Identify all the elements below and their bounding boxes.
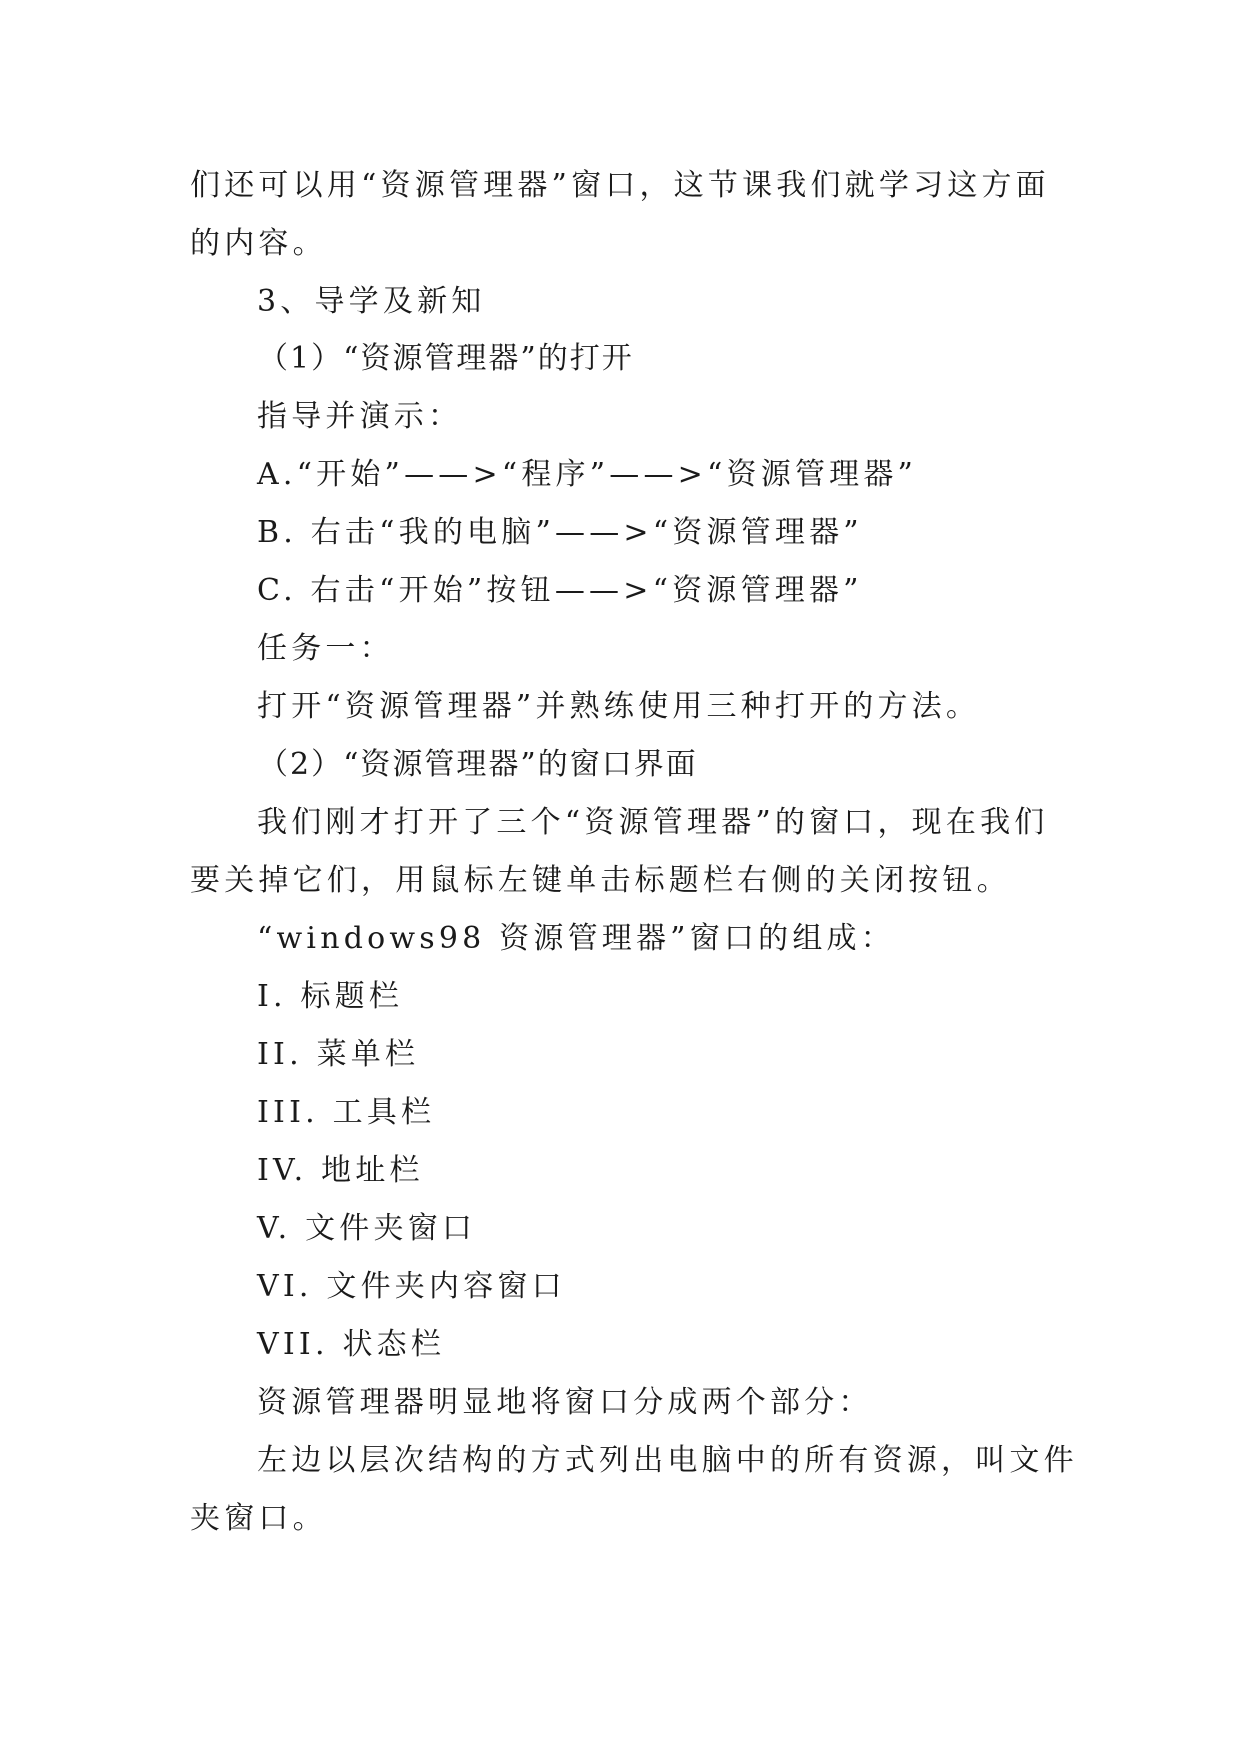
paragraph-line: 们还可以用“资源管理器”窗口，这节课我们就学习这方面 [190, 168, 1050, 203]
list-item: VI. 文件夹内容窗口 [257, 1269, 566, 1304]
paragraph-line: 指导并演示： [257, 399, 463, 434]
list-item: C. 右击“开始”按钮——>“资源管理器” [257, 573, 863, 608]
list-item: B. 右击“我的电脑”——>“资源管理器” [257, 515, 863, 550]
subsection-heading: （2）“资源管理器”的窗口界面 [258, 747, 698, 782]
paragraph-line: 要关掉它们，用鼠标左键单击标题栏右侧的关闭按钮。 [190, 863, 1011, 898]
paragraph-line: “windows98 资源管理器”窗口的组成： [257, 921, 895, 956]
paragraph-line: 左边以层次结构的方式列出电脑中的所有资源，叫文件 [257, 1443, 1078, 1478]
paragraph-line: 的内容。 [190, 226, 327, 261]
list-item: A.“开始”——>“程序”——>“资源管理器” [257, 457, 918, 492]
section-heading: 3、导学及新知 [257, 284, 486, 319]
paragraph-line: 任务一： [257, 631, 394, 666]
paragraph-line: 打开“资源管理器”并熟练使用三种打开的方法。 [257, 689, 981, 724]
subsection-heading: （1）“资源管理器”的打开 [258, 341, 634, 376]
list-item: I. 标题栏 [257, 979, 404, 1014]
paragraph-line: 夹窗口。 [190, 1501, 327, 1536]
paragraph-line: 我们刚才打开了三个“资源管理器”的窗口，现在我们 [257, 805, 1049, 840]
paragraph-line: 资源管理器明显地将窗口分成两个部分： [257, 1385, 873, 1420]
list-item: IV. 地址栏 [257, 1153, 424, 1188]
list-item: V. 文件夹窗口 [257, 1211, 477, 1246]
list-item: II. 菜单栏 [257, 1037, 420, 1072]
list-item: III. 工具栏 [257, 1095, 436, 1130]
list-item: VII. 状态栏 [257, 1327, 446, 1362]
